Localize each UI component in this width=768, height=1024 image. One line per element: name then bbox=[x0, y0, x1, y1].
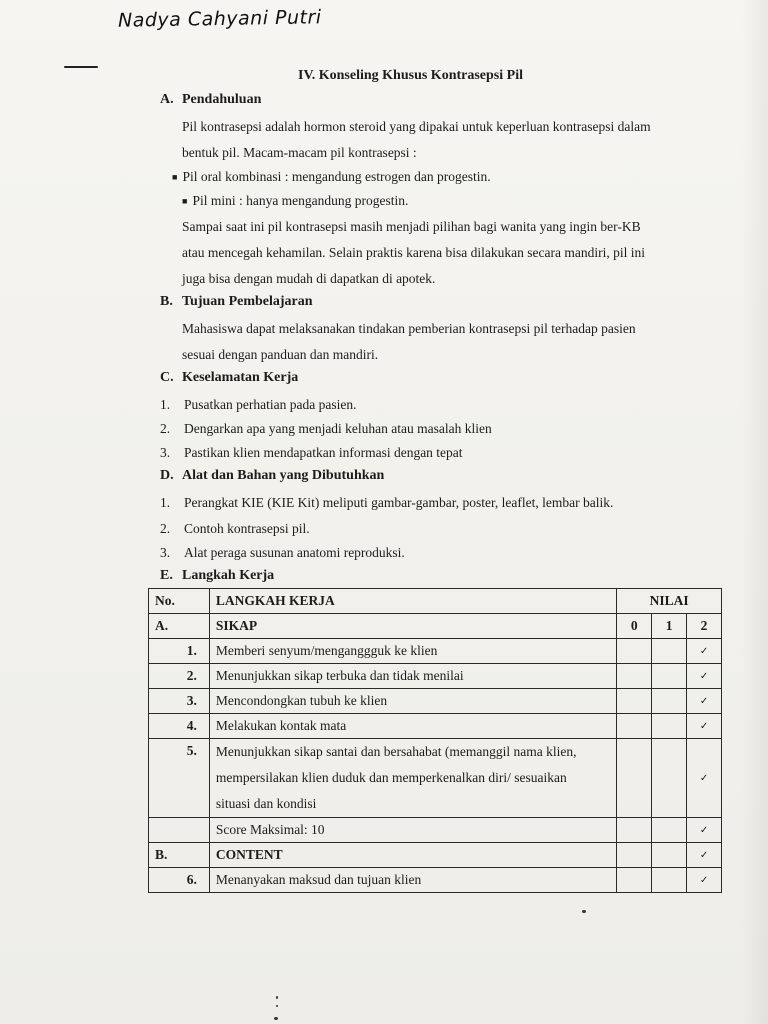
row-text: Memberi senyum/menganggguk ke klien bbox=[209, 639, 616, 664]
section-a-heading bbox=[160, 92, 261, 108]
handwritten-dash bbox=[64, 66, 98, 68]
score-cell-1 bbox=[652, 739, 687, 818]
row-number: 1. bbox=[149, 639, 210, 664]
paragraph-line: Sampai saat ini pil kontrasepsi masih menjadi pilihan bagi wanita yang ingin ber-KB bbox=[182, 219, 641, 234]
row-number bbox=[149, 818, 210, 843]
scan-speck bbox=[276, 1005, 278, 1007]
score-cell-0 bbox=[617, 843, 652, 868]
scan-speck bbox=[276, 996, 278, 999]
list-number: 1. bbox=[160, 397, 171, 412]
score-cell-1 bbox=[652, 714, 687, 739]
list-number: 1. bbox=[160, 495, 171, 510]
bullet-item bbox=[182, 192, 408, 210]
score-header-2: 2 bbox=[687, 614, 722, 639]
list-text: Pusatkan perhatian pada pasien. bbox=[184, 397, 357, 412]
score-cell-0 bbox=[617, 818, 652, 843]
list-item bbox=[160, 396, 356, 413]
langkah-kerja-table bbox=[148, 588, 722, 893]
header-langkah-kerja: LANGKAH KERJA bbox=[209, 589, 616, 614]
score-cell-0 bbox=[617, 868, 652, 893]
row-text bbox=[209, 739, 616, 818]
score-cell-1 bbox=[652, 868, 687, 893]
score-cell-1 bbox=[652, 664, 687, 689]
bullet-text: Pil mini : hanya mengandung progestin. bbox=[192, 193, 409, 208]
score-cell-1 bbox=[652, 689, 687, 714]
score-cell-0 bbox=[617, 664, 652, 689]
score-header-0: 0 bbox=[617, 614, 652, 639]
section-d-heading bbox=[160, 468, 384, 484]
section-a-row bbox=[149, 614, 722, 639]
check-mark-icon: ✓ bbox=[687, 664, 722, 689]
score-cell-0 bbox=[617, 639, 652, 664]
row-text-line: mempersilakan klien duduk dan memperkenalkan diri/ sesuaikan bbox=[215, 770, 567, 785]
section-title: Pendahuluan bbox=[182, 92, 262, 107]
handwritten-name: Nadya Cahyani Putri bbox=[117, 6, 322, 32]
list-number: 2. bbox=[160, 521, 171, 536]
list-text: Perangkat KIE (KIE Kit) meliputi gambar-gambar, poster, leaflet, lembar balik. bbox=[184, 495, 614, 510]
header-nilai: NILAI bbox=[617, 589, 722, 614]
page-edge-shadow bbox=[742, 0, 768, 1024]
table-header-row bbox=[149, 589, 722, 614]
paragraph-line: Mahasiswa dapat melaksanakan tindakan pemberian kontrasepsi pil terhadap pasien bbox=[182, 321, 636, 336]
section-title: Keselamatan Kerja bbox=[182, 370, 299, 385]
table-row bbox=[149, 664, 722, 689]
section-b-label: CONTENT bbox=[209, 843, 616, 868]
score-cell-1 bbox=[652, 843, 687, 868]
section-b-no: B. bbox=[149, 843, 210, 868]
paragraph-line: Pil kontrasepsi adalah hormon steroid yang dipakai untuk keperluan kontrasepsi dalam bbox=[182, 119, 651, 134]
section-letter: E. bbox=[160, 568, 173, 583]
table-row bbox=[149, 689, 722, 714]
check-mark-icon: ✓ bbox=[687, 714, 722, 739]
score-cell-0 bbox=[617, 714, 652, 739]
list-item bbox=[160, 544, 405, 561]
section-letter: C. bbox=[160, 370, 174, 385]
row-number: 3. bbox=[149, 689, 210, 714]
section-letter: D. bbox=[160, 468, 174, 483]
table-row bbox=[149, 639, 722, 664]
row-text: Melakukan kontak mata bbox=[209, 714, 616, 739]
section-title: Tujuan Pembelajaran bbox=[182, 294, 313, 309]
section-a-label: SIKAP bbox=[209, 614, 616, 639]
list-text: Alat peraga susunan anatomi reproduksi. bbox=[184, 545, 405, 560]
list-text: Dengarkan apa yang menjadi keluhan atau masalah klien bbox=[184, 421, 492, 436]
document-title: IV. Konseling Khusus Kontrasepsi Pil bbox=[298, 68, 523, 83]
row-text: Menanyakan maksud dan tujuan klien bbox=[209, 868, 616, 893]
table-row bbox=[149, 868, 722, 893]
check-mark-icon: ✓ bbox=[687, 739, 722, 818]
section-b-row bbox=[149, 843, 722, 868]
bullet-square-icon: ■ bbox=[172, 172, 178, 183]
section-title: Alat dan Bahan yang Dibutuhkan bbox=[182, 468, 385, 483]
list-item bbox=[160, 494, 613, 511]
section-letter: A. bbox=[160, 92, 174, 107]
section-a-no: A. bbox=[149, 614, 210, 639]
row-text-line: Menunjukkan sikap santai dan bersahabat (memanggil nama klien, bbox=[215, 744, 577, 759]
score-cell-0 bbox=[617, 689, 652, 714]
section-b-heading bbox=[160, 294, 313, 310]
list-number: 3. bbox=[160, 445, 171, 460]
section-e-heading bbox=[160, 568, 274, 584]
list-text: Contoh kontrasepsi pil. bbox=[184, 521, 310, 536]
list-number: 3. bbox=[160, 545, 171, 560]
row-text: Mencondongkan tubuh ke klien bbox=[209, 689, 616, 714]
paragraph-line: juga bisa dengan mudah di dapatkan di apotek. bbox=[182, 271, 436, 286]
paragraph-line: atau mencegah kehamilan. Selain praktis karena bisa dilakukan secara mandiri, pil ini bbox=[182, 245, 645, 260]
list-text: Pastikan klien mendapatkan informasi dengan tepat bbox=[184, 445, 463, 460]
bullet-item bbox=[172, 168, 491, 186]
score-cell-0 bbox=[617, 739, 652, 818]
paragraph-line: bentuk pil. Macam-macam pil kontrasepsi : bbox=[182, 145, 417, 160]
paragraph-line: sesuai dengan panduan dan mandiri. bbox=[182, 347, 379, 362]
table-row bbox=[149, 739, 722, 818]
section-c-heading bbox=[160, 370, 298, 386]
scan-speck bbox=[274, 1017, 278, 1020]
list-item bbox=[160, 520, 310, 537]
row-number: 6. bbox=[149, 868, 210, 893]
check-mark-icon: ✓ bbox=[687, 843, 722, 868]
row-number: 5. bbox=[149, 739, 210, 818]
score-header-1: 1 bbox=[652, 614, 687, 639]
list-item bbox=[160, 420, 492, 437]
bullet-square-icon: ■ bbox=[182, 196, 188, 207]
row-text-line: situasi dan kondisi bbox=[215, 796, 317, 811]
section-letter: B. bbox=[160, 294, 173, 309]
bullet-text: Pil oral kombinasi : mengandung estrogen dan progestin. bbox=[182, 169, 491, 184]
table-row bbox=[149, 714, 722, 739]
header-no: No. bbox=[149, 589, 210, 614]
check-mark-icon: ✓ bbox=[687, 639, 722, 664]
list-number: 2. bbox=[160, 421, 171, 436]
check-mark-icon: ✓ bbox=[687, 689, 722, 714]
scan-speck bbox=[582, 910, 586, 913]
row-number: 2. bbox=[149, 664, 210, 689]
section-title: Langkah Kerja bbox=[182, 568, 275, 583]
list-item bbox=[160, 444, 463, 461]
check-mark-icon: ✓ bbox=[687, 818, 722, 843]
row-text: Menunjukkan sikap terbuka dan tidak menilai bbox=[209, 664, 616, 689]
check-mark-icon: ✓ bbox=[687, 868, 722, 893]
score-max-text: Score Maksimal: 10 bbox=[209, 818, 616, 843]
score-cell-1 bbox=[652, 639, 687, 664]
score-max-row bbox=[149, 818, 722, 843]
score-cell-1 bbox=[652, 818, 687, 843]
row-number: 4. bbox=[149, 714, 210, 739]
